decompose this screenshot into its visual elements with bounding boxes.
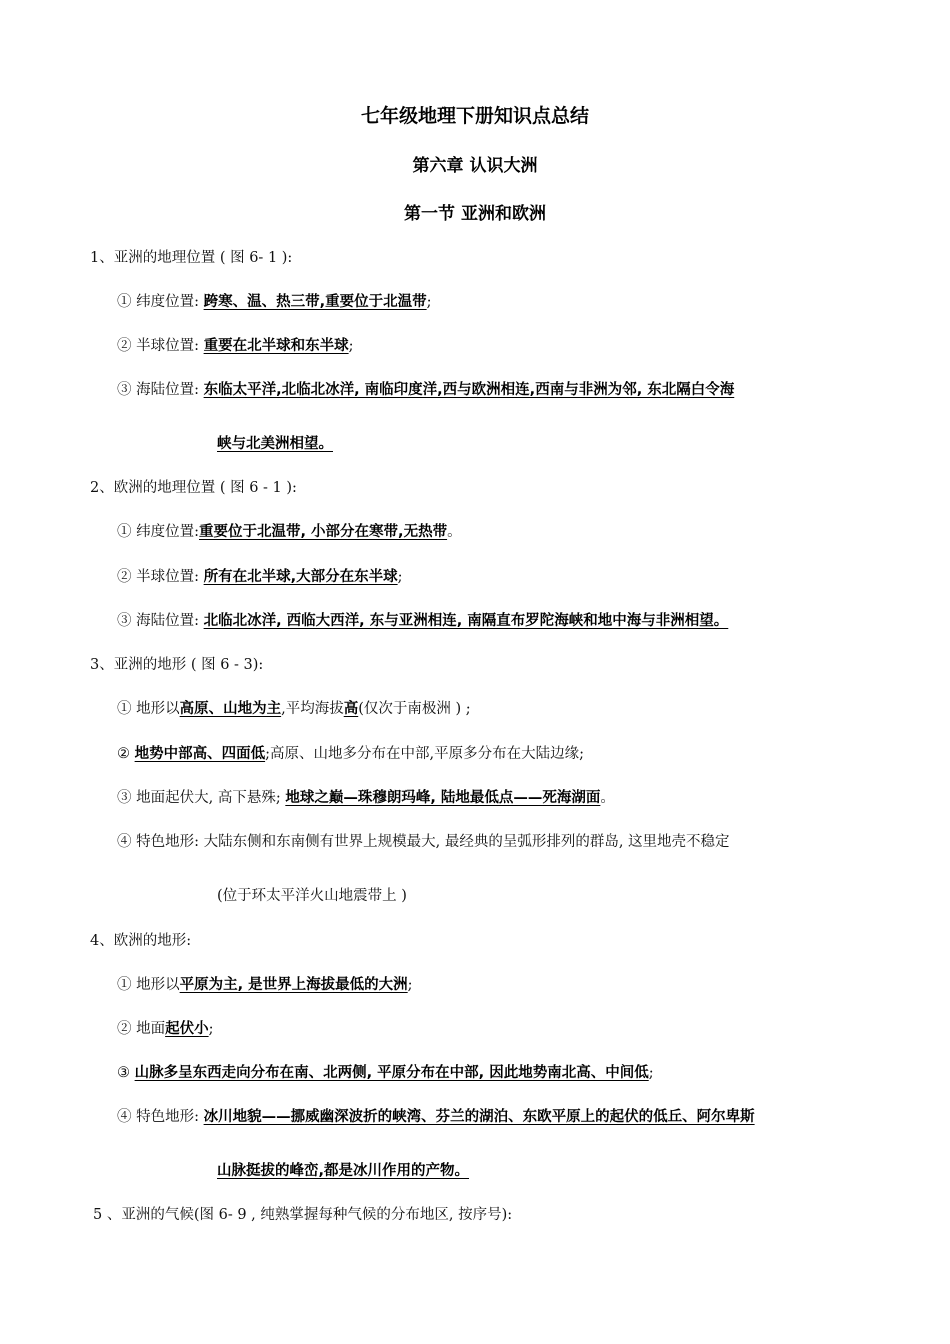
q1-heading: 1、亚洲的地理位置 ( 图 6- 1 ):: [90, 250, 293, 266]
q3-point-4-cont: (位于环太平洋火山地震带上 ): [217, 888, 407, 904]
q4-p4-answer: 冰川地貌——挪威幽深波折的峡湾、芬兰的湖泊、东欧平原上的起伏的低丘、阿尔卑斯: [203, 1109, 755, 1125]
q4-p1-pre: ① 地形以: [117, 977, 180, 993]
chapter-heading: 第六章 认识大洲: [412, 156, 538, 176]
q4-p3-post: ;: [648, 1065, 654, 1081]
q1-sea-land-cont: [217, 434, 333, 454]
q3-p1-mid: ,平均海拔: [281, 701, 344, 717]
q2-latitude-end: 。: [447, 524, 462, 540]
q3-point-2: [117, 744, 584, 764]
section-heading: 第一节 亚洲和欧洲: [404, 204, 546, 224]
q5-heading: 5 、亚洲的气候(图 6- 9 , 纯熟掌握每种气候的分布地区, 按序号):: [93, 1207, 513, 1223]
q4-point-2: [117, 1019, 214, 1039]
q2-sea-land: [117, 611, 728, 631]
q3-point-4: ④ 特色地形: 大陆东侧和东南侧有世界上规模最大, 最经典的呈弧形排列的群岛, 这里地壳不稳定: [117, 834, 730, 850]
q1-sea-land-label: ③ 海陆位置:: [117, 382, 204, 398]
q4-point-1: [117, 975, 413, 995]
q1-hemisphere: [117, 336, 354, 356]
q4-p3-pre: ③: [117, 1065, 135, 1081]
q1-sea-land-answer-cont: 峡与北美洲相望。: [217, 436, 333, 452]
q1-latitude-answer: 跨寒、温、热三带,重要位于北温带: [203, 294, 427, 310]
q2-sea-land-label: ③ 海陆位置:: [117, 613, 204, 629]
q1-sea-land: [117, 380, 734, 400]
q4-heading: 4、欧洲的地形:: [90, 933, 192, 949]
q3-p1-pre: ① 地形以: [117, 701, 180, 717]
q3-point-1: [117, 699, 471, 719]
q3-p2-pre: ②: [117, 746, 135, 762]
q2-latitude: [117, 522, 462, 542]
q4-p4-label: ④ 特色地形:: [117, 1109, 204, 1125]
q3-p3-post: 。: [600, 790, 615, 806]
q3-p1-bold: 高原、山地为主: [179, 701, 282, 717]
q4-p2-post: ;: [208, 1021, 214, 1037]
q1-sea-land-answer: 东临太平洋,北临北冰洋, 南临印度洋,西与欧洲相连,西南与非洲为邻, 东北隔白令海: [203, 382, 735, 398]
q3-p1-post: (仅次于南极洲 ) ;: [358, 701, 471, 717]
q3-point-3: [117, 788, 615, 808]
q4-p4-answer-cont: 山脉挺拔的峰峦,都是冰川作用的产物。: [217, 1163, 470, 1179]
q1-hemisphere-label: ② 半球位置:: [117, 338, 204, 354]
q3-p3-bold: 地球之巅—珠穆朗玛峰, 陆地最低点——死海湖面: [285, 790, 601, 806]
q2-hemisphere-end: ;: [397, 569, 403, 585]
q2-hemisphere-answer: 所有在北半球,大部分在东半球: [203, 569, 398, 585]
document-title: 七年级地理下册知识点总结: [360, 105, 589, 127]
q2-heading: 2、欧洲的地理位置 ( 图 6 - 1 ):: [90, 480, 297, 496]
q1-hemisphere-end: ;: [348, 338, 354, 354]
q2-hemisphere-label: ② 半球位置:: [117, 569, 204, 585]
q3-p1-bold-2: 高: [343, 701, 359, 717]
q1-latitude-end: ;: [426, 294, 432, 310]
q3-p2-bold: 地势中部高、四面低: [134, 746, 266, 762]
q4-p2-bold: 起伏小: [165, 1021, 209, 1037]
q2-latitude-answer: 重要位于北温带, 小部分在寒带,无热带: [199, 524, 448, 540]
q2-latitude-label: ① 纬度位置:: [117, 524, 199, 540]
q1-hemisphere-answer: 重要在北半球和东半球: [203, 338, 349, 354]
q1-latitude: [117, 292, 432, 312]
q2-hemisphere: [117, 567, 403, 587]
q4-point-3: [117, 1063, 654, 1083]
q4-point-4-cont: [217, 1161, 469, 1181]
q3-heading: 3、亚洲的地形 ( 图 6 - 3):: [90, 657, 264, 673]
q1-latitude-label: ① 纬度位置:: [117, 294, 204, 310]
q4-p3-bold: 山脉多呈东西走向分布在南、北两侧, 平原分布在中部, 因此地势南北高、中间低: [134, 1065, 649, 1081]
q2-sea-land-answer: 北临北冰洋, 西临大西洋, 东与亚洲相连, 南隔直布罗陀海峡和地中海与非洲相望。: [203, 613, 729, 629]
q4-p1-bold: 平原为主, 是世界上海拔最低的大洲: [179, 977, 408, 993]
q3-p2-post: ;高原、山地多分布在中部,平原多分布在大陆边缘;: [265, 746, 584, 762]
q4-p1-post: ;: [407, 977, 413, 993]
q4-p2-pre: ② 地面: [117, 1021, 166, 1037]
q3-p3-pre: ③ 地面起伏大, 高下悬殊;: [117, 790, 286, 806]
q4-point-4: [117, 1107, 755, 1127]
